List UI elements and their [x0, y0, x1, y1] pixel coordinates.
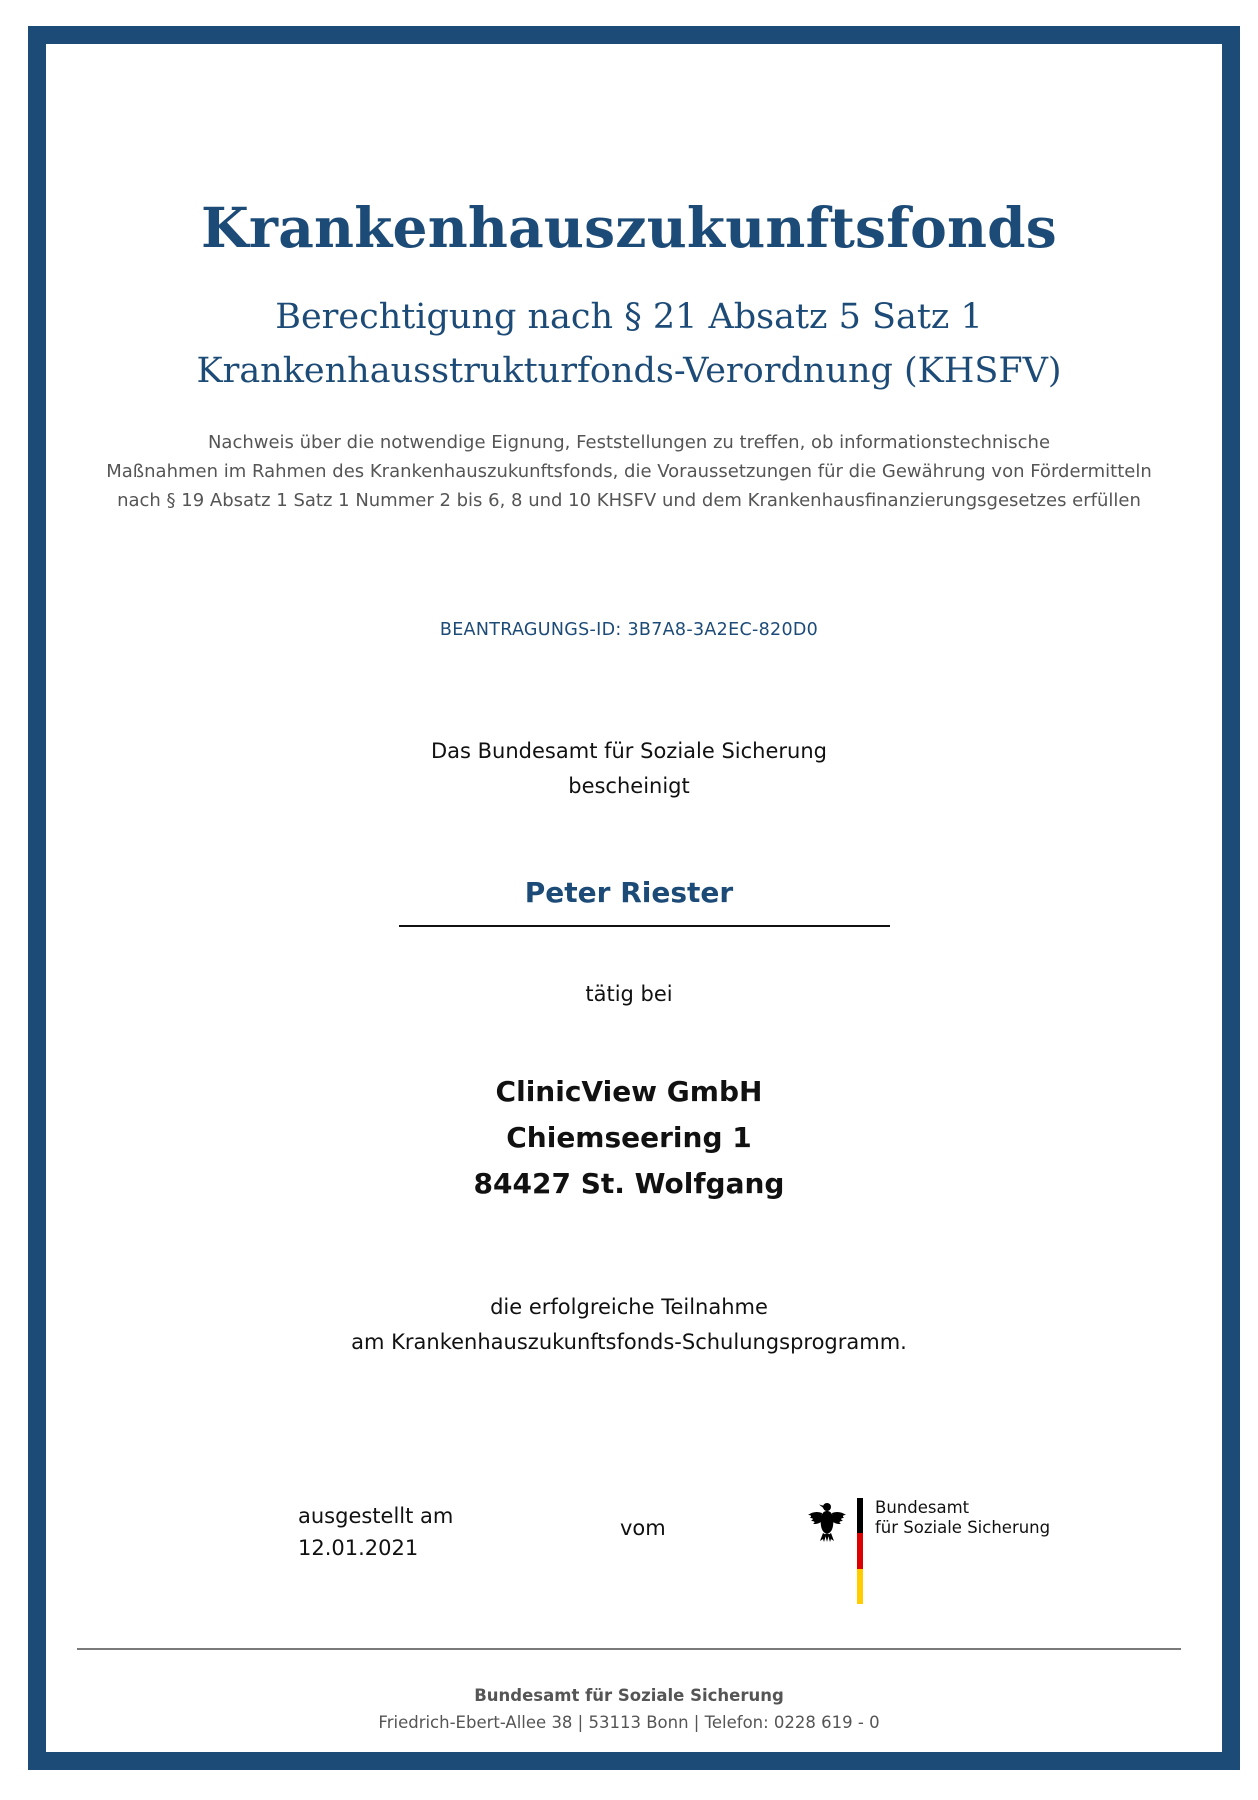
issued-block — [298, 1500, 453, 1564]
certificate-description — [0, 428, 1258, 515]
federal-eagle-icon — [805, 1500, 849, 1544]
subtitle-line-1: Berechtigung nach § 21 Absatz 5 Satz 1 — [275, 297, 983, 337]
application-id: BEANTRAGUNGS-ID: 3B7A8-3A2EC-820D0 — [439, 620, 819, 640]
certificate-subtitle — [0, 290, 1258, 398]
issued-label: ausgestellt am — [298, 1504, 454, 1528]
logo-line-1: Bundesamt — [875, 1498, 970, 1517]
german-flag-bar — [857, 1498, 863, 1604]
description-line-3: nach § 19 Absatz 1 Satz 1 Nummer 2 bis 6, 8 und 10 KHSFV und dem Krankenhausfinanzierungsgesetzes erfüllen — [117, 490, 1141, 511]
footer — [0, 1682, 1258, 1736]
company-city: 84427 St. Wolfgang — [473, 1167, 785, 1200]
works-at-label: tätig bei — [585, 982, 673, 1006]
certifies-statement — [0, 734, 1258, 804]
company-address — [0, 1069, 1258, 1207]
completion-line-2: am Krankenhauszukunftsfonds-Schulungsprogramm. — [351, 1330, 907, 1354]
certifies-line-1: Das Bundesamt für Soziale Sicherung — [431, 739, 827, 763]
logo-line-2: für Soziale Sicherung — [875, 1518, 1051, 1537]
completion-line-1: die erfolgreiche Teilnahme — [490, 1295, 768, 1319]
flag-stripe-red — [857, 1533, 863, 1569]
recipient-name: Peter Riester — [524, 876, 734, 909]
logo-wordmark — [875, 1498, 1050, 1538]
certifies-line-2: bescheinigt — [568, 774, 690, 798]
from-label: vom — [620, 1516, 666, 1540]
name-underline — [399, 925, 890, 927]
bas-logo — [805, 1498, 1051, 1608]
flag-stripe-gold — [857, 1569, 863, 1604]
footer-address: Friedrich-Ebert-Allee 38 | 53113 Bonn | Telefon: 0228 619 - 0 — [378, 1713, 880, 1732]
certificate-title: Krankenhauszukunftsfonds — [201, 195, 1057, 260]
footer-divider — [77, 1648, 1181, 1650]
company-name: ClinicView GmbH — [495, 1075, 763, 1108]
subtitle-line-2: Krankenhausstrukturfonds-Verordnung (KHSFV) — [196, 351, 1062, 391]
company-street: Chiemseering 1 — [506, 1121, 752, 1154]
issued-date: 12.01.2021 — [298, 1536, 419, 1560]
description-line-1: Nachweis über die notwendige Eignung, Feststellungen zu treffen, ob informationstechnische — [207, 432, 1051, 453]
description-line-2: Maßnahmen im Rahmen des Krankenhauszukunftsfonds, die Voraussetzungen für die Gewährung von Fördermitteln — [106, 461, 1152, 482]
footer-org: Bundesamt für Soziale Sicherung — [474, 1686, 784, 1705]
flag-stripe-black — [857, 1498, 863, 1533]
completion-statement — [0, 1290, 1258, 1360]
